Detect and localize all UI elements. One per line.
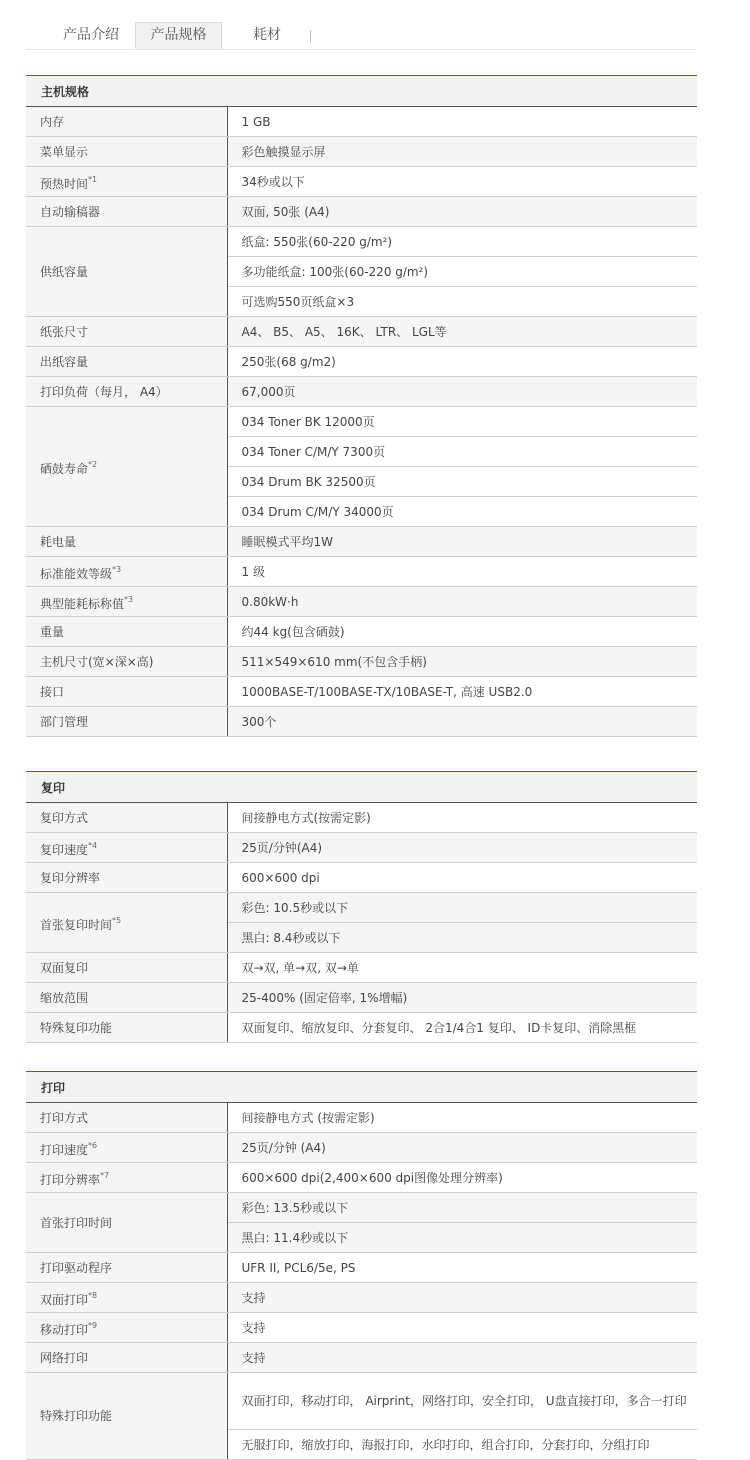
spec-value: 彩色: 10.5秒或以下 — [227, 893, 697, 923]
spec-value: 支持 — [227, 1343, 697, 1373]
spec-value: 67,000页 — [227, 377, 697, 407]
spec-label: 供纸容量 — [26, 227, 227, 317]
tab-product-specs[interactable]: 产品规格 — [135, 22, 222, 49]
spec-value: 034 Toner C/M/Y 7300页 — [227, 437, 697, 467]
spec-value: 黑白: 8.4秒或以下 — [227, 923, 697, 953]
footnote-mark: *9 — [88, 1320, 98, 1330]
spec-label: 纸张尺寸 — [26, 317, 227, 347]
spec-label-text: 打印速度 — [40, 1142, 89, 1157]
spec-label: 打印驱动程序 — [26, 1253, 227, 1283]
spec-value: 可选购550页纸盒×3 — [227, 287, 697, 317]
spec-label-text: 复印速度 — [40, 842, 89, 857]
spec-label — [26, 167, 227, 197]
main-spec-table — [26, 75, 697, 737]
footnote-mark: *2 — [88, 459, 98, 469]
spec-label: 打印方式 — [26, 1103, 227, 1133]
tab-divider — [310, 30, 311, 43]
spec-value: 034 Drum C/M/Y 34000页 — [227, 497, 697, 527]
spec-value: 多功能纸盒: 100张(60-220 g/m²) — [227, 257, 697, 287]
spec-label: 双面复印 — [26, 953, 227, 983]
spec-label — [26, 407, 227, 527]
spec-label: 重量 — [26, 617, 227, 647]
spec-label: 首张打印时间 — [26, 1193, 227, 1253]
spec-label — [26, 1133, 227, 1163]
spec-label — [26, 1313, 227, 1343]
spec-value: 双面打印，移动打印， Airprint，网络打印，安全打印， U盘直接打印，多合一打印 — [227, 1373, 697, 1430]
section-title: 复印 — [26, 772, 697, 803]
spec-value: 600×600 dpi — [227, 863, 697, 893]
spec-value: UFR II, PCL6/5e, PS — [227, 1253, 697, 1283]
spec-label: 复印分辨率 — [26, 863, 227, 893]
spec-value: 25页/分钟(A4) — [227, 833, 697, 863]
print-spec-table — [26, 1071, 697, 1460]
spec-label: 耗电量 — [26, 527, 227, 557]
spec-label: 内存 — [26, 107, 227, 137]
spec-value: 0.80kW·h — [227, 587, 697, 617]
footnote-mark: *1 — [88, 174, 98, 184]
footnote-mark: *3 — [124, 594, 134, 604]
spec-label — [26, 557, 227, 587]
spec-value: 25页/分钟 (A4) — [227, 1133, 697, 1163]
tab-consumables[interactable]: 耗材 — [253, 27, 281, 43]
spec-value: 34秒或以下 — [227, 167, 697, 197]
spec-label — [26, 893, 227, 953]
spec-label — [26, 1283, 227, 1313]
spec-value: 间接静电方式(按需定影) — [227, 803, 697, 833]
spec-label: 打印负荷（每月， A4） — [26, 377, 227, 407]
spec-value: 纸盒: 550张(60-220 g/m²) — [227, 227, 697, 257]
product-tabs — [26, 22, 697, 50]
spec-label-text: 硒鼓寿命 — [40, 461, 89, 476]
spec-label — [26, 1163, 227, 1193]
spec-value: 双→双, 单→双, 双→单 — [227, 953, 697, 983]
spec-label-text: 典型能耗标称值 — [40, 596, 125, 611]
spec-value: A4、 B5、 A5、 16K、 LTR、 LGL等 — [227, 317, 697, 347]
spec-label: 特殊打印功能 — [26, 1373, 227, 1460]
spec-label: 接口 — [26, 677, 227, 707]
copy-spec-table — [26, 771, 697, 1043]
section-title: 主机规格 — [26, 76, 697, 107]
spec-value: 双面复印、缩放复印、分套复印、 2合1/4合1 复印、 ID卡复印、消除黑框 — [227, 1013, 697, 1043]
footnote-mark: *8 — [88, 1290, 98, 1300]
spec-label: 自动输稿器 — [26, 197, 227, 227]
footnote-mark: *3 — [112, 564, 122, 574]
spec-value: 睡眠模式平均1W — [227, 527, 697, 557]
footnote-mark: *6 — [88, 1140, 98, 1150]
section-title: 打印 — [26, 1072, 697, 1103]
spec-value: 1000BASE-T/100BASE-TX/10BASE-T, 高速 USB2.0 — [227, 677, 697, 707]
spec-value: 250张(68 g/m2) — [227, 347, 697, 377]
spec-label-text: 首张复印时间 — [40, 917, 113, 932]
spec-label-text: 移动打印 — [40, 1322, 89, 1337]
spec-value: 034 Drum BK 32500页 — [227, 467, 697, 497]
spec-label-text: 打印分辨率 — [40, 1172, 101, 1187]
spec-label-text: 标准能效等级 — [40, 566, 113, 581]
spec-value: 无服打印，缩放打印，海报打印，水印打印，组合打印，分套打印，分组打印 — [227, 1430, 697, 1460]
spec-label-text: 双面打印 — [40, 1292, 89, 1307]
footnote-mark: *7 — [100, 1170, 110, 1180]
spec-value: 黑白: 11.4秒或以下 — [227, 1223, 697, 1253]
spec-label: 主机尺寸(宽×深×高) — [26, 647, 227, 677]
spec-value: 600×600 dpi(2,400×600 dpi图像处理分辨率) — [227, 1163, 697, 1193]
spec-value: 300个 — [227, 707, 697, 737]
spec-value: 1 GB — [227, 107, 697, 137]
spec-label: 部门管理 — [26, 707, 227, 737]
spec-label: 网络打印 — [26, 1343, 227, 1373]
spec-value: 034 Toner BK 12000页 — [227, 407, 697, 437]
spec-label: 缩放范围 — [26, 983, 227, 1013]
tab-product-intro[interactable]: 产品介绍 — [63, 27, 119, 43]
spec-value: 彩色触摸显示屏 — [227, 137, 697, 167]
spec-label: 出纸容量 — [26, 347, 227, 377]
spec-value: 25-400% (固定倍率, 1%增幅) — [227, 983, 697, 1013]
spec-label: 特殊复印功能 — [26, 1013, 227, 1043]
spec-value: 间接静电方式 (按需定影) — [227, 1103, 697, 1133]
spec-value: 511×549×610 mm(不包含手柄) — [227, 647, 697, 677]
spec-label: 菜单显示 — [26, 137, 227, 167]
spec-label — [26, 833, 227, 863]
spec-value: 1 级 — [227, 557, 697, 587]
spec-label — [26, 587, 227, 617]
spec-label: 复印方式 — [26, 803, 227, 833]
footnote-mark: *5 — [112, 915, 122, 925]
spec-value: 约44 kg(包含硒鼓) — [227, 617, 697, 647]
spec-value: 双面, 50张 (A4) — [227, 197, 697, 227]
footnote-mark: *4 — [88, 840, 98, 850]
spec-value: 支持 — [227, 1313, 697, 1343]
spec-value: 支持 — [227, 1283, 697, 1313]
spec-value: 彩色: 13.5秒或以下 — [227, 1193, 697, 1223]
spec-label-text: 预热时间 — [40, 176, 89, 191]
